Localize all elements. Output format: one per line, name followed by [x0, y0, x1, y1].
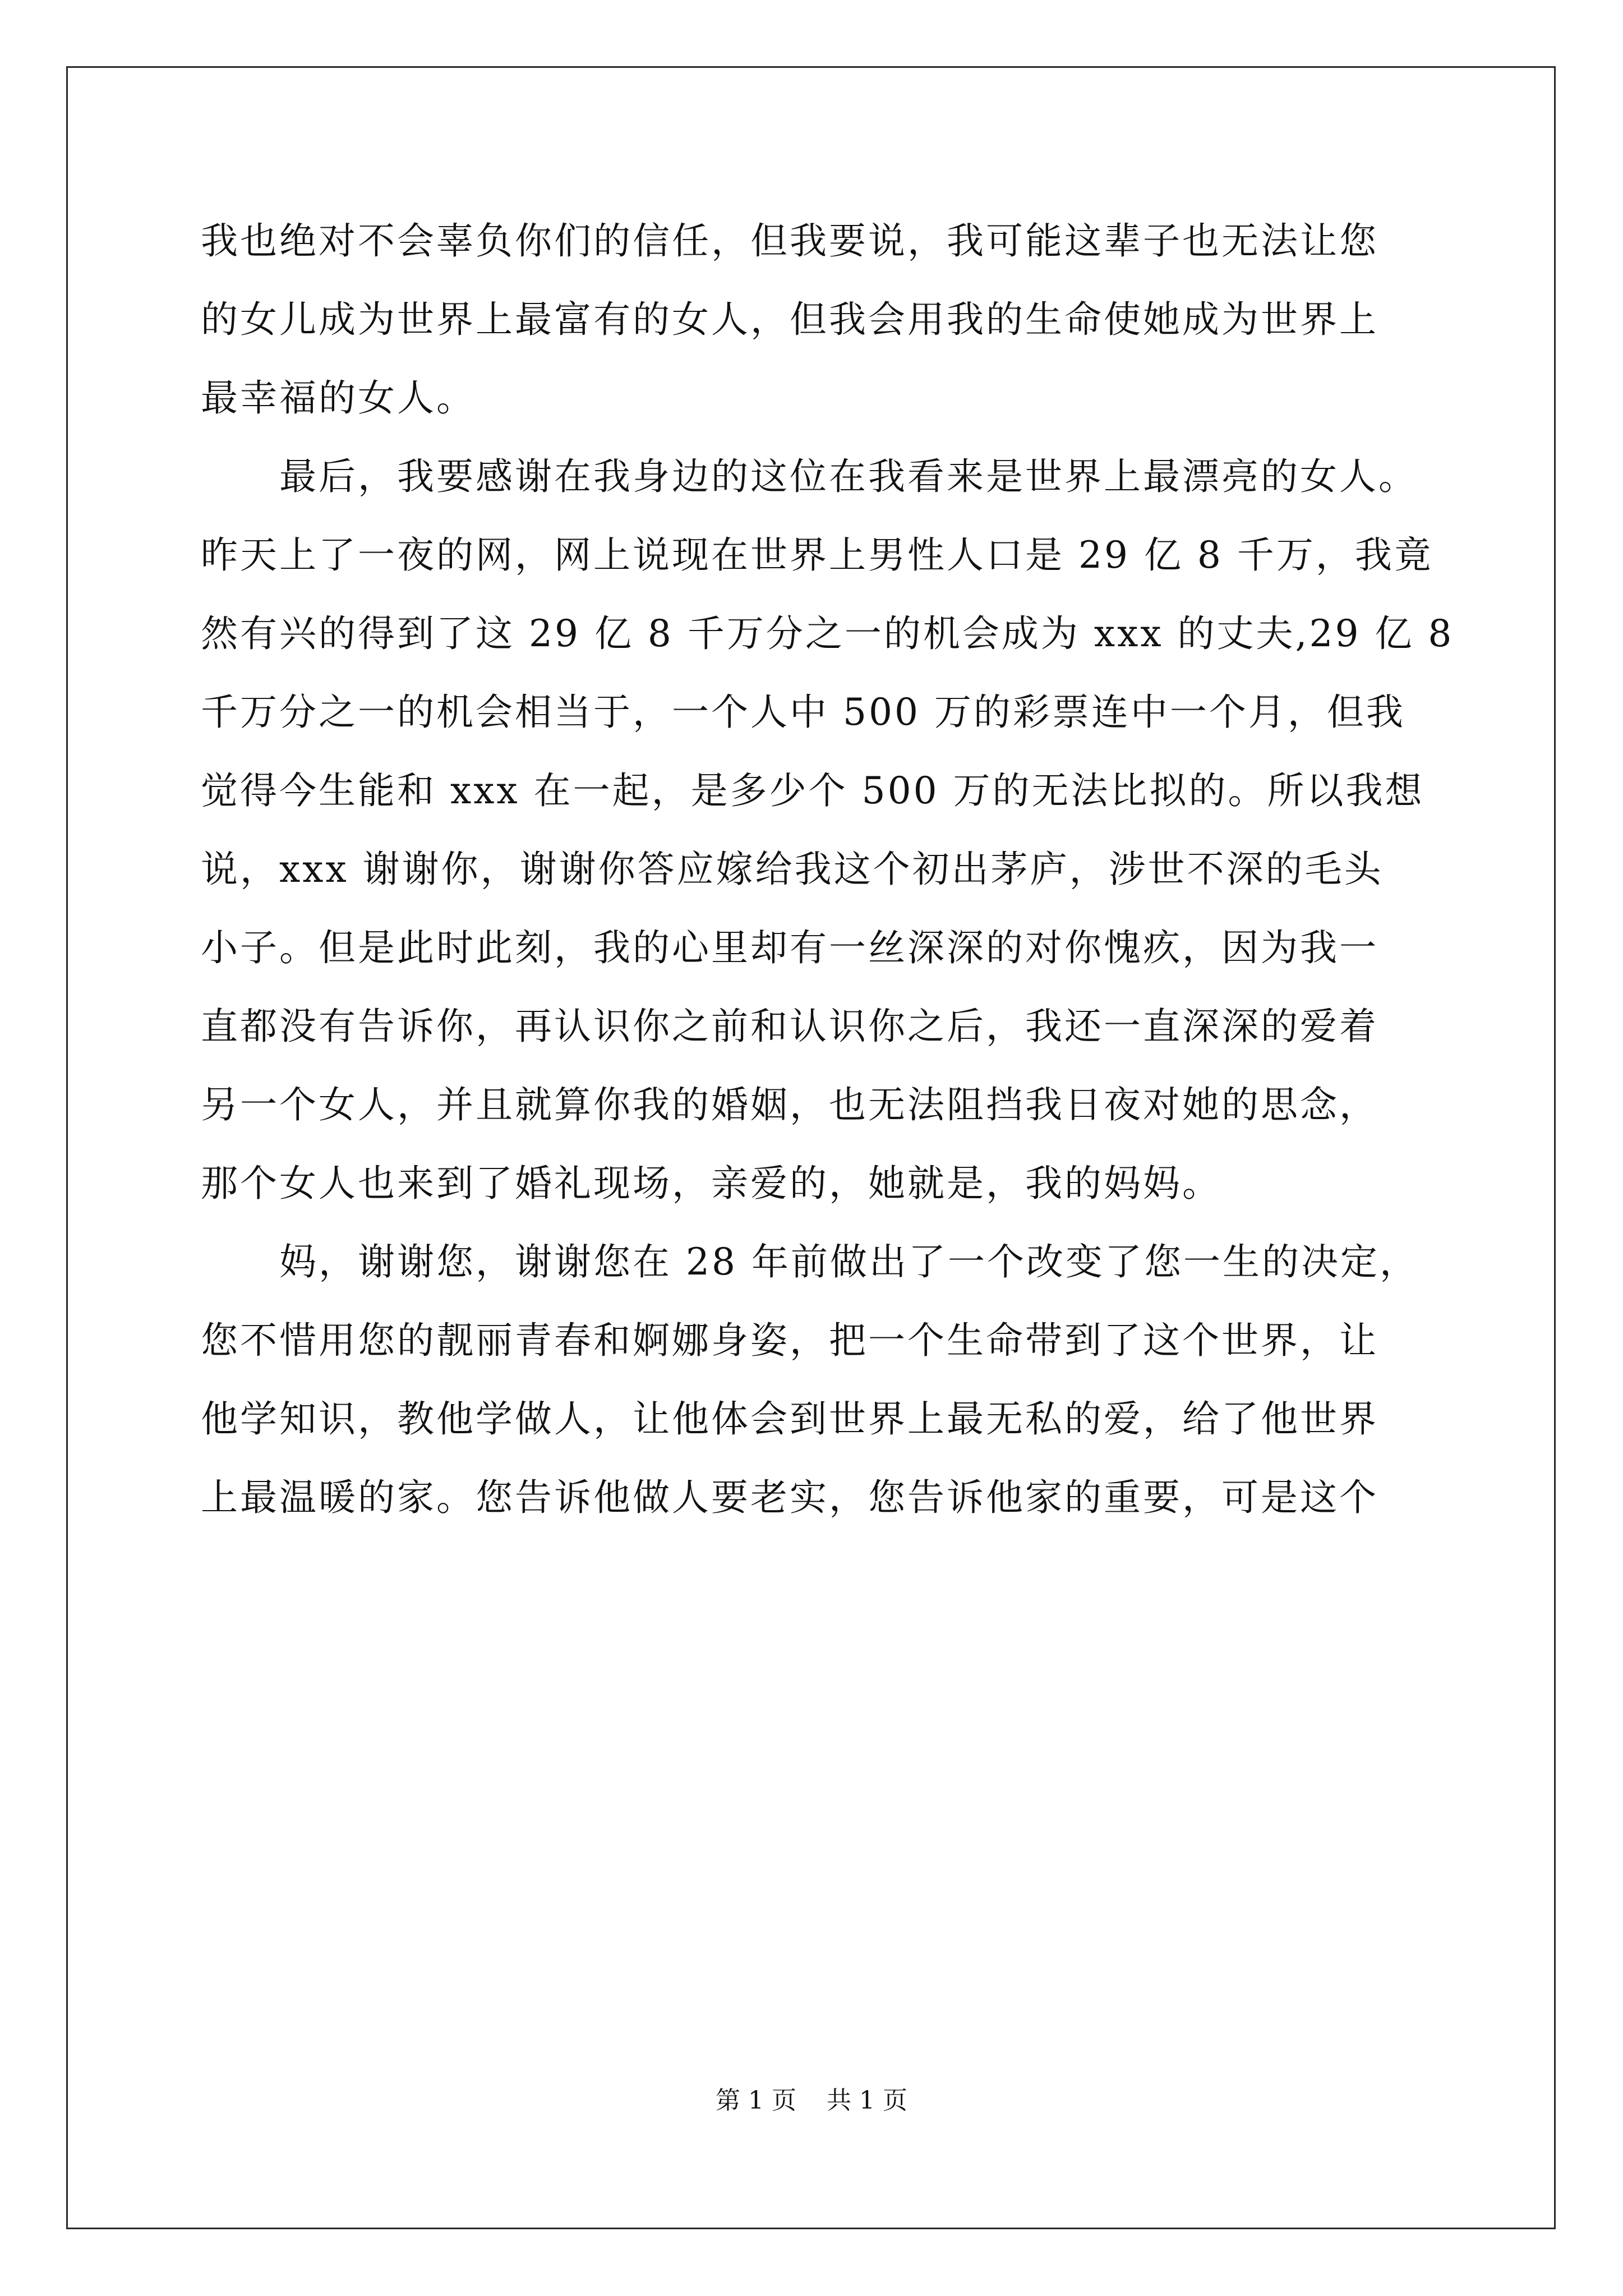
- text-line: 然有兴的得到了这 29 亿 8 千万分之一的机会成为 xxx 的丈夫,29 亿 8: [201, 612, 1454, 655]
- text-line: 另一个女人，并且就算你我的婚姻，也无法阻挡我日夜对她的思念，: [201, 1083, 1378, 1126]
- text-line: 您不惜用您的靓丽青春和婀娜身姿，把一个生命带到了这个世界，让: [201, 1319, 1378, 1362]
- text-line: 我也绝对不会辜负你们的信任，但我要说，我可能这辈子也无法让您: [201, 219, 1378, 263]
- text-line: 上最温暖的家。您告诉他做人要老实，您告诉他家的重要，可是这个: [201, 1476, 1378, 1519]
- page-number-current: 第 1 页: [716, 2086, 796, 2115]
- text-line: 最后，我要感谢在我身边的这位在我看来是世界上最漂亮的女人。: [201, 455, 1418, 498]
- text-line: 昨天上了一夜的网，网上说现在世界上男性人口是 29 亿 8 千万，我竟: [201, 533, 1433, 577]
- text-line: 最幸福的女人。: [201, 376, 476, 420]
- text-line: 的女儿成为世界上最富有的女人，但我会用我的生命使她成为世界上: [201, 298, 1378, 341]
- body-text: [201, 202, 1457, 1537]
- text-line: 说，xxx 谢谢你，谢谢你答应嫁给我这个初出茅庐，涉世不深的毛头: [201, 848, 1384, 891]
- page-number-total: 共 1 页: [827, 2086, 907, 2115]
- text-line: 小子。但是此时此刻，我的心里却有一丝深深的对你愧疚，因为我一: [201, 926, 1378, 969]
- text-line: 他学知识，教他学做人，让他体会到世界上最无私的爱，给了他世界: [201, 1397, 1378, 1441]
- text-line: 那个女人也来到了婚礼现场，亲爱的，她就是，我的妈妈。: [201, 1162, 1221, 1205]
- page-footer: [0, 2084, 1623, 2118]
- text-line: 妈，谢谢您，谢谢您在 28 年前做出了一个改变了您一生的决定，: [201, 1240, 1419, 1283]
- text-line: 千万分之一的机会相当于，一个人中 500 万的彩票连中一个月，但我: [201, 691, 1405, 734]
- text-line: 直都没有告诉你，再认识你之前和认识你之后，我还一直深深的爱着: [201, 1005, 1378, 1048]
- text-line: 觉得今生能和 xxx 在一起，是多少个 500 万的无法比拟的。所以我想: [201, 769, 1424, 812]
